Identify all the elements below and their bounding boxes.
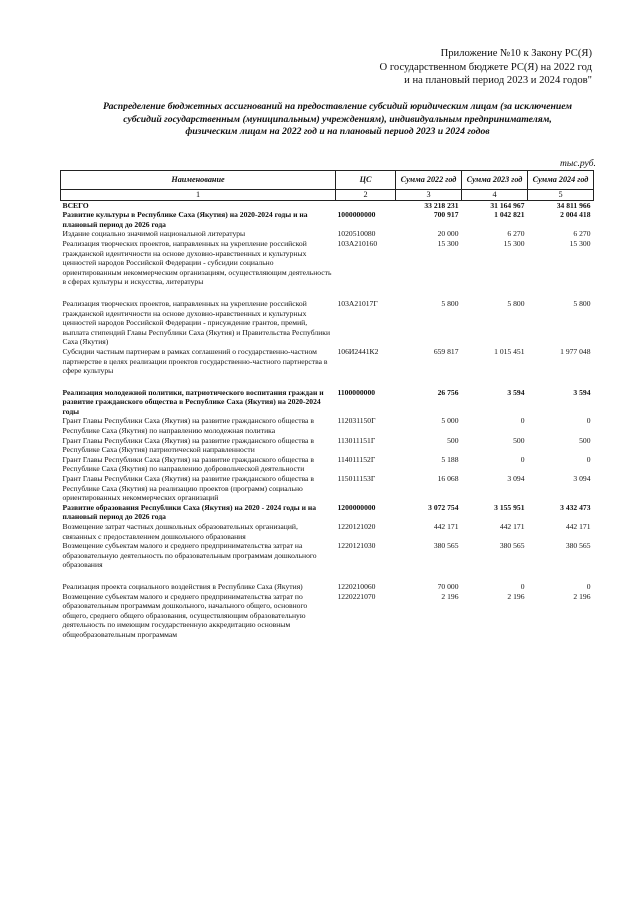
row-sum-2023-cell: 1 015 451 [494, 346, 525, 356]
table-row [61, 347, 594, 388]
row-sum-2024-cell: 380 565 [565, 541, 591, 551]
row-cs-code-cell: 1220210060 [337, 581, 376, 591]
allocation-table [60, 170, 594, 640]
appendix-line-3: и на плановый период 2023 и 2024 годов" [404, 75, 592, 86]
row-sum-2024-cell: 500 [579, 435, 591, 445]
row-cs-code-cell: 1000000000 [337, 210, 376, 220]
row-sum-2023-cell: 3 155 951 [494, 502, 525, 512]
row-name-cell: Реализация молодежной политики, патриотического воспитания граждан и развитие гражданского общества в Республике Саха (Якутия) на 2020-2024 годы [62, 387, 324, 416]
column-header-2023: Сумма 2023 год [462, 171, 528, 190]
document-title [70, 101, 605, 139]
row-sum-2024-cell: 15 300 [569, 238, 591, 248]
row-sum-2024-cell: 3 594 [573, 387, 591, 397]
row-sum-2024-cell: 6 270 [573, 229, 591, 239]
row-name-cell: Развитие культуры в Республике Саха (Якутия) на 2020-2024 годы и на плановый период до 2026 года [62, 210, 308, 229]
unit-label: тыс.руб. [560, 159, 596, 169]
row-sum-2022-cell: 15 300 [437, 238, 459, 248]
row-sum-2022-cell: 26 756 [437, 387, 459, 397]
row-cs-code-cell: 106И2441К2 [337, 346, 379, 356]
column-header-name: Наименование [61, 171, 336, 190]
table-row [61, 436, 594, 455]
row-sum-2024-cell: 2 196 [573, 591, 591, 601]
title-line-1: Распределение бюджетных ассигнований на предоставление субсидий юридическим лицам (за исключением [103, 101, 572, 112]
row-sum-2022-cell: 16 068 [437, 474, 459, 484]
row-sum-2024-cell: 0 [586, 416, 591, 426]
column-number: 5 [528, 190, 594, 201]
row-sum-2022-cell: 5 000 [441, 416, 459, 426]
row-sum-2023-cell: 380 565 [499, 541, 525, 551]
column-number-row [61, 190, 594, 201]
table-row [61, 503, 594, 522]
row-cs-code-cell: 113011151Г [337, 435, 376, 445]
column-header-cs: ЦС [336, 171, 396, 190]
row-cs-code-cell: 103A21017Г [337, 298, 378, 308]
row-sum-2023-cell: 5 800 [507, 298, 525, 308]
table-row [61, 474, 594, 503]
column-header-2024: Сумма 2024 год [528, 171, 594, 190]
row-sum-2024-cell: 1 977 048 [560, 346, 591, 356]
row-cs-code-cell: 103A210160 [337, 238, 378, 248]
row-sum-2022-cell: 442 171 [433, 522, 459, 531]
table-header-row [61, 171, 594, 190]
row-sum-2022-cell: 380 565 [433, 541, 459, 551]
row-sum-2023-cell: 15 300 [503, 238, 525, 248]
row-sum-2022-cell: 70 000 [437, 581, 459, 591]
row-name-cell: Возмещение субъектам малого и среднего предпринимательства затрат на образовательную деятельность по образовательным программам дошкольного образования [62, 541, 317, 570]
row-sum-2024-cell: 34 811 966 [556, 200, 591, 210]
row-name-cell: ВСЕГО [62, 200, 89, 210]
row-sum-2023-cell: 0 [520, 416, 525, 426]
row-name-cell: Реализация творческих проектов, направленных на укрепление российской гражданской идентичности на основе духовно-нравственных и культурных ценностей народов Российской Федерации - субсидии социально ориентированным некоммерческим организациям, осуществляющим деятельность в сферах культуры и искусства, литературы [62, 238, 332, 287]
row-sum-2023-cell: 6 270 [507, 229, 525, 239]
row-name-cell: Грант Главы Республики Саха (Якутия) на развитие гражданского общества в Республике Саха (Якутия) на реализацию проектов (программ) социально ориентированных некоммерческих организаций [62, 474, 314, 503]
table-row [61, 299, 594, 347]
row-sum-2023-cell: 3 594 [507, 387, 525, 397]
row-sum-2024-cell: 0 [586, 581, 591, 591]
appendix-line-1: Приложение №10 к Закону РС(Я) [440, 48, 592, 59]
row-sum-2024-cell: 442 171 [565, 522, 591, 531]
row-sum-2022-cell: 2 196 [441, 591, 459, 601]
row-sum-2022-cell: 20 000 [437, 229, 459, 239]
row-name-cell: Возмещение субъектам малого и среднего предпринимательства затрат по образовательным программам дошкольного, начального общего, основного общего, среднего общего образования, осуществляющим образовательную деятельность по имеющим государственную аккредитацию основным общеобразовательным программам [62, 591, 308, 639]
row-cs-code-cell: 1220121030 [337, 541, 376, 551]
row-sum-2023-cell: 0 [520, 454, 525, 464]
row-name-cell: Развитие образования Республики Саха (Якутия) на 2020 - 2024 годы и на плановый период до 2026 года [62, 502, 317, 522]
row-sum-2022-cell: 5 188 [441, 454, 459, 464]
row-cs-code-cell: 1220121020 [337, 522, 376, 531]
law-appendix-note [262, 47, 592, 88]
row-sum-2024-cell: 3 094 [573, 474, 591, 484]
table-row [61, 210, 594, 229]
column-header-2022: Сумма 2022 год [396, 171, 462, 190]
row-sum-2023-cell: 0 [520, 581, 525, 591]
column-number: 2 [336, 190, 396, 201]
row-sum-2022-cell: 700 917 [433, 210, 459, 220]
row-sum-2023-cell: 3 094 [507, 474, 525, 484]
row-cs-code-cell: 112031150Г [337, 416, 376, 426]
row-sum-2024-cell: 3 432 473 [560, 502, 591, 512]
column-number: 3 [396, 190, 462, 201]
table-row [61, 229, 594, 239]
row-name-cell: Реализация творческих проектов, направленных на укрепление российской гражданской идентичности на основе духовно-нравственных и культурных ценностей народов Российской Федерации - присуждение грантов, премий, выплата стипендий Главы Республики Саха (Якутия) и Правительства Республики Саха (Якутия) [62, 298, 331, 347]
table-row [61, 541, 594, 582]
row-sum-2023-cell: 1 042 821 [494, 210, 525, 220]
row-cs-code-cell: 1220221070 [337, 591, 376, 601]
row-cs-code-cell: 1100000000 [337, 387, 376, 397]
row-sum-2023-cell: 2 196 [507, 591, 525, 601]
row-sum-2023-cell: 500 [513, 435, 525, 445]
title-line-2: субсидий государственным (муниципальным) учреждениям), индивидуальным предпринимателям, [123, 113, 552, 125]
table-row [61, 522, 594, 541]
row-sum-2022-cell: 3 072 754 [428, 502, 459, 512]
column-number: 4 [462, 190, 528, 201]
row-sum-2023-cell: 442 171 [499, 522, 525, 531]
row-cs-code-cell: 1200000000 [337, 502, 376, 512]
title-line-3: физическим лицам на 2022 год и на плановый период 2023 и 2024 годов [185, 126, 490, 137]
row-sum-2022-cell: 500 [447, 435, 459, 445]
row-name-cell: Реализация проекта социального воздействия в Республике Саха (Якутия) [62, 581, 303, 591]
row-sum-2024-cell: 0 [586, 454, 591, 464]
row-cs-code-cell: 114011152Г [337, 454, 376, 464]
table-body [61, 200, 594, 639]
row-name-cell: Грант Главы Республики Саха (Якутия) на развитие гражданского общества в Республике Саха (Якутия) по направлению добровольческой деятельности [62, 454, 314, 474]
table-row [61, 416, 594, 435]
table-row [61, 388, 594, 417]
row-cs-code-cell: 115011153Г [337, 474, 376, 484]
table-row [61, 200, 594, 210]
table-row [61, 592, 594, 640]
table-row [61, 455, 594, 474]
table-row [61, 582, 594, 592]
column-number: 1 [61, 190, 336, 201]
row-name-cell: Субсидии частным партнерам в рамках соглашений о государственно-частном партнерстве в целях реализации проектов государственно-частного партнерства в сфере культуры [62, 346, 328, 376]
row-sum-2024-cell: 2 004 418 [560, 210, 591, 220]
row-name-cell: Грант Главы Республики Саха (Якутия) на развитие гражданского общества в Республике Саха (Якутия) по направлению молодежная политика [62, 416, 314, 436]
row-sum-2023-cell: 31 164 967 [490, 200, 525, 210]
row-sum-2022-cell: 33 218 231 [424, 200, 459, 210]
row-sum-2022-cell: 5 800 [441, 298, 459, 308]
row-sum-2024-cell: 5 800 [573, 298, 591, 308]
appendix-line-2: О государственном бюджете РС(Я) на 2022 год [379, 61, 592, 73]
row-name-cell: Издание социально значимой национальной литературы [62, 229, 246, 239]
row-cs-code-cell [336, 200, 396, 210]
row-cs-code-cell: 1020510080 [337, 229, 376, 239]
row-sum-2022-cell: 659 817 [433, 346, 459, 356]
row-name-cell: Грант Главы Республики Саха (Якутия) на развитие гражданского общества в Республике Саха (Якутия) патриотической направленности [62, 435, 314, 455]
table-row [61, 239, 594, 299]
row-name-cell: Возмещение затрат частных дошкольных образовательных организаций, связанных с предоставлением дошкольного образования [62, 522, 298, 541]
